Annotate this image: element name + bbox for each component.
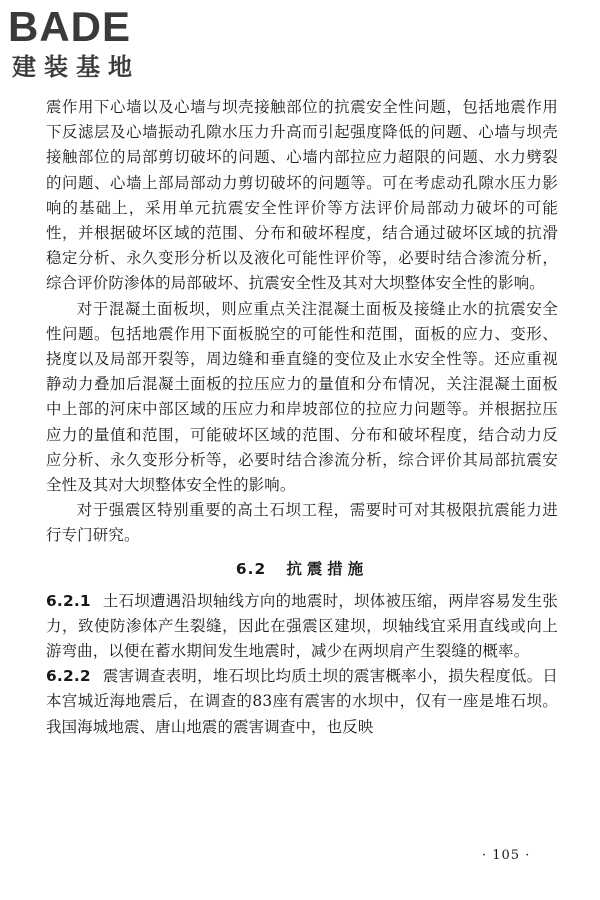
logo-subtitle: 建装基地 [12,53,140,81]
paragraph-concrete-face: 对于混凝土面板坝，则应重点关注混凝土面板及接缝止水的抗震安全性问题。包括地震作用下面板脱空的可能性和范围，面板的应力、变形、挠度以及局部开裂等，周边缝和垂直缝的变位及止水安全性等。还应重视静动力叠加后混凝土面板的拉压应力的量值和分布情况，关注混凝土面板中上部的河床中部区域的压应力和岸坡部位的拉应力问题等。并根据拉压应力的量值和范围，可能破坏区域的范围、分布和破坏程度，结合动力反应分析、永久变形分析等，必要时结合渗流分析，综合评价其局部抗震安全性及其对大坝整体安全性的影响。 [46,299,558,495]
paragraph-core-wall: 震作用下心墙以及心墙与坝壳接触部位的抗震安全性问题，包括地震作用下反滤层及心墙振动孔隙水压力升高而引起强度降低的问题、心墙与坝壳接触部位的局部剪切破坏的问题、心墙内部拉应力超限的问题、水力劈裂的问题、心墙上部局部动力剪切破坏的问题等。可在考虑动孔隙水压力影响的基础上，采用单元抗震安全性评价等方法评价局部动力破坏的可能性，并根据破坏区域的范围、分布和破坏程度，结合通过破坏区域的抗滑稳定分析、永久变形分析以及液化可能性评价等，必要时结合渗流分析，综合评价防渗体的局部破坏、抗震安全性及其对大坝整体安全性的影响。 [46,98,558,293]
clause-6-2-2 [46,664,558,740]
section-title: 抗震措施 [286,559,369,578]
section-number: 6.2 [235,559,267,578]
clause-text: 震害调查表明，堆石坝比均质土坝的震害概率小，损失程度低。日本宫城近海地震后，在调查的83座有震害的水坝中，仅有一座是堆石坝。我国海城地震、唐山地震的震害调查中，也反映 [46,667,558,736]
clause-number: 6.2.2 [46,667,91,686]
clause-text: 土石坝遭遇沿坝轴线方向的地震时，坝体被压缩，两岸容易发生张力，致使防渗体产生裂缝，因此在强震区建坝，坝轴线宜采用直线或向上游弯曲，以便在蓄水期间发生地震时，减少在两坝肩产生裂缝的概率。 [46,591,558,661]
page-body [46,95,558,740]
clause-number: 6.2.1 [46,591,91,610]
page-number: · 105 · [482,848,531,863]
clause-6-2-1 [46,589,558,665]
logo-brand-text: BADE [8,3,132,50]
paragraph-strong-quake-zone: 对于强震区特别重要的高土石坝工程，需要时可对其极限抗震能力进行专门研究。 [46,501,558,545]
logo [8,4,188,86]
section-heading [46,558,558,580]
